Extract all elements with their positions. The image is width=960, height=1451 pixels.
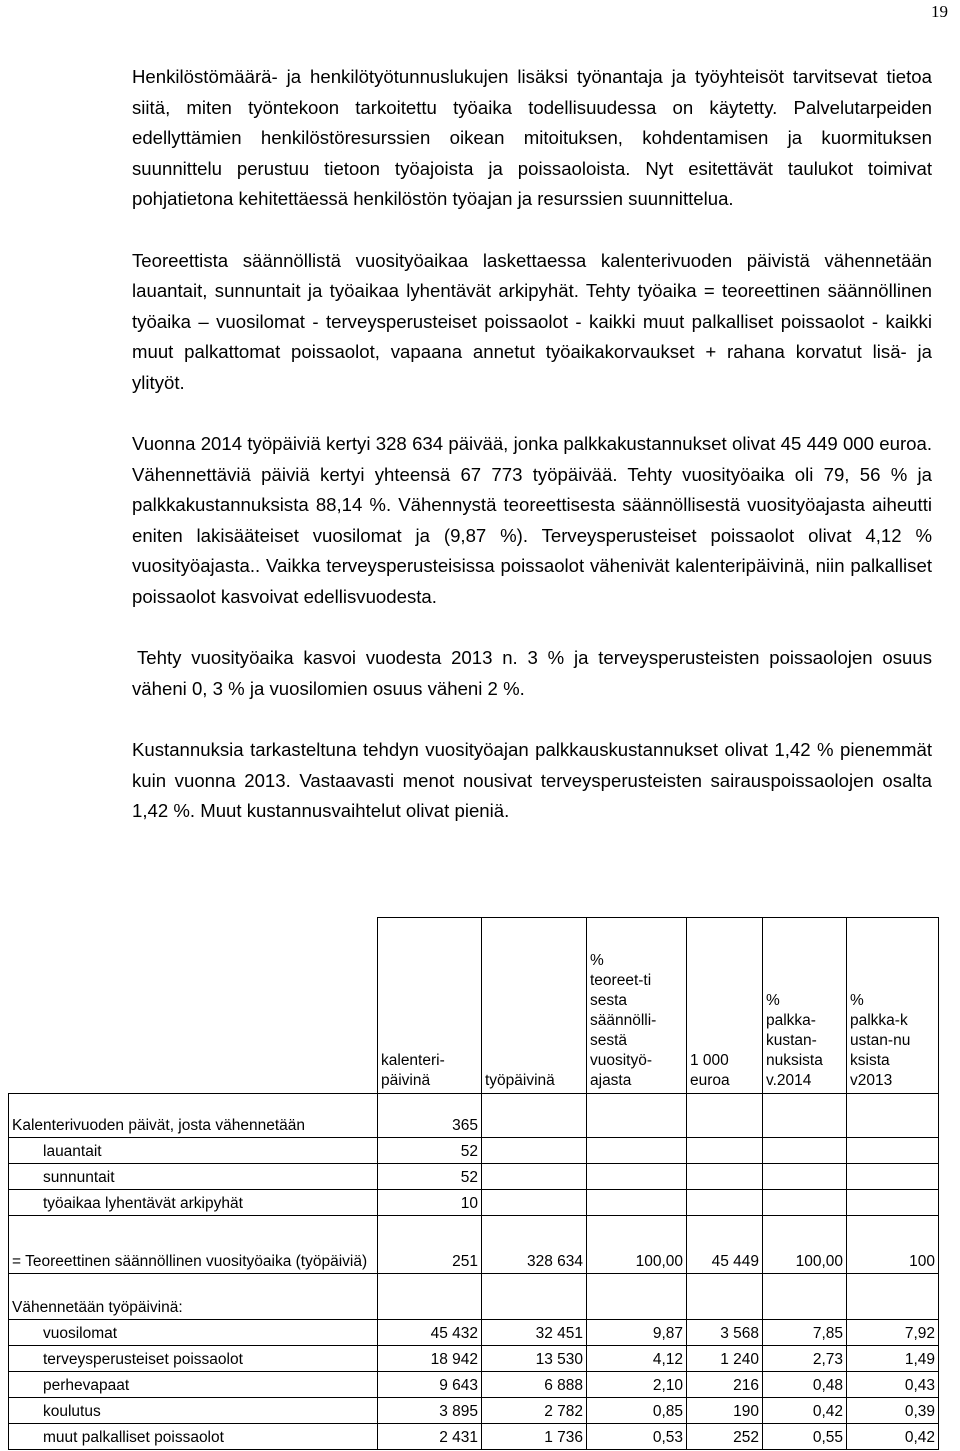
cell-pct-2013: 7,92: [847, 1320, 939, 1346]
paragraph-change: Tehty vuosityöaika kasvoi vuodesta 2013 n. 3 % ja terveysperusteisten poissaolojen osuus väheni 0, 3 % ja vuosilomien osuus väheni 2 %.: [132, 647, 932, 699]
cell-pct-teor: 4,12: [587, 1346, 687, 1372]
worktime-table: [8, 917, 939, 1450]
cell-euroa: 45 449: [687, 1216, 763, 1274]
cell-tyopaivia: 328 634: [482, 1216, 587, 1274]
cell-tyopaivia: 1 736: [482, 1424, 587, 1450]
cell-kalenteri: 45 432: [378, 1320, 482, 1346]
row-label-teoreettinen: = Teoreettinen säännöllinen vuosityöaika (työpäiviä): [9, 1216, 378, 1274]
cell-pct-2013: 0,43: [847, 1372, 939, 1398]
cell-pct-2013: 100: [847, 1216, 939, 1274]
header-pct-2013: % palkka-k ustan-nu ksista v2013: [847, 918, 939, 1094]
empty-cell: [847, 1094, 939, 1138]
empty-cell: [482, 1094, 587, 1138]
table-row: [9, 1320, 939, 1346]
empty-cell: [763, 1190, 847, 1216]
empty-cell: [847, 1190, 939, 1216]
cell-kalenteri: 365: [378, 1094, 482, 1138]
cell-pct-2014: 0,55: [763, 1424, 847, 1450]
empty-cell: [763, 1274, 847, 1320]
row-label: vuosilomat: [9, 1320, 378, 1346]
empty-cell: [847, 1138, 939, 1164]
body-text: [132, 62, 932, 858]
cell-tyopaivia: 13 530: [482, 1346, 587, 1372]
table-row: [9, 1424, 939, 1450]
empty-cell: [687, 1094, 763, 1138]
cell-euroa: 216: [687, 1372, 763, 1398]
table-row: [9, 1346, 939, 1372]
empty-cell: [482, 1274, 587, 1320]
row-label: koulutus: [9, 1398, 378, 1424]
empty-cell: [763, 1138, 847, 1164]
cell-pct-2013: 0,42: [847, 1424, 939, 1450]
paragraph-costs: Kustannuksia tarkasteltuna tehdyn vuosityöajan palkkauskustannukset olivat 1,42 % pienemmät kuin vuonna 2013. Vastaavasti menot nousivat terveysperusteisten sairauspoissaolojen osalta 1,42 %. Muut kustannusvaihtelut olivat pieniä.: [132, 739, 932, 821]
cell-pct-teor: 0,53: [587, 1424, 687, 1450]
empty-cell: [687, 1164, 763, 1190]
cell-pct-2014: 7,85: [763, 1320, 847, 1346]
empty-cell: [482, 1164, 587, 1190]
empty-cell: [687, 1190, 763, 1216]
cell-kalenteri: 10: [378, 1190, 482, 1216]
empty-cell: [482, 1190, 587, 1216]
row-label: lauantait: [9, 1138, 378, 1164]
header-pct-teoreettisesta: % teoreet-ti sesta säännölli- sestä vuosityö- ajasta: [587, 918, 687, 1094]
row-label: sunnuntait: [9, 1164, 378, 1190]
cell-euroa: 1 240: [687, 1346, 763, 1372]
cell-pct-teor: 9,87: [587, 1320, 687, 1346]
paragraph-intro: Henkilöstömäärä- ja henkilötyötunnuslukujen lisäksi työnantaja ja työyhteisöt tarvitsevat tietoa siitä, miten työntekoon tarkoitettu työaika todellisuudessa on käytetty. Palvelutarpeiden edellyttämien henkilöstöresurssien oikean mitoituksen, kohdentamisen ja kuormituksen suunnittelu perustuu tietoon työajoista ja poissaoloista. Nyt esitettävät taulukot toimivat pohjatietona kehitettäessä henkilöstön työajan ja resurssien suunnittelua.: [132, 66, 932, 209]
cell-kalenteri: 52: [378, 1164, 482, 1190]
cell-pct-2014: 100,00: [763, 1216, 847, 1274]
header-empty-cell: [9, 918, 378, 1094]
table-row: [9, 1398, 939, 1424]
empty-cell: [587, 1190, 687, 1216]
empty-cell: [687, 1274, 763, 1320]
empty-cell: [482, 1138, 587, 1164]
table-row: [9, 1094, 939, 1138]
row-label-kalenterivuoden-paivat: Kalenterivuoden päivät, josta vähennetään: [9, 1094, 378, 1138]
cell-tyopaivia: 2 782: [482, 1398, 587, 1424]
table-row: [9, 1138, 939, 1164]
cell-euroa: 252: [687, 1424, 763, 1450]
page-number: 19: [931, 2, 948, 21]
table-row: [9, 1274, 939, 1320]
empty-cell: [587, 1274, 687, 1320]
cell-tyopaivia: 6 888: [482, 1372, 587, 1398]
empty-cell: [587, 1164, 687, 1190]
paragraph-2014-summary: Vuonna 2014 työpäiviä kertyi 328 634 päivää, jonka palkkakustannukset olivat 45 449 000 euroa. Vähennettäviä päiviä kertyi yhteensä 67 773 työpäivää. Tehty vuosityöaika oli 79, 56 % ja palkkakustannuksista 88,14 %. Vähennystä teoreettisesta säännöllisestä vuosityöajasta aiheutti eniten lakisääteiset vuosilomat ja (9,87 %). Terveysperusteiset poissaolot olivat 4,12 % vuosityöajasta.. Vaikka terveysperusteisissa poissaolot vähenivät kalenteripäivinä, niin palkalliset poissaolot kasvoivat edellisvuodesta.: [132, 433, 932, 607]
header-kalenteripaivina: kalenteri- päivinä: [378, 918, 482, 1094]
cell-kalenteri: 3 895: [378, 1398, 482, 1424]
empty-cell: [763, 1164, 847, 1190]
header-1000-euroa: 1 000 euroa: [687, 918, 763, 1094]
table-row: [9, 1164, 939, 1190]
empty-cell: [587, 1138, 687, 1164]
empty-cell: [763, 1094, 847, 1138]
row-label: muut palkalliset poissaolot: [9, 1424, 378, 1450]
cell-pct-2014: 0,48: [763, 1372, 847, 1398]
cell-pct-teor: 2,10: [587, 1372, 687, 1398]
table-row-theoretical: [9, 1216, 939, 1274]
table-header-row: [9, 918, 939, 1094]
empty-cell: [847, 1164, 939, 1190]
cell-pct-teor: 100,00: [587, 1216, 687, 1274]
cell-kalenteri: 2 431: [378, 1424, 482, 1450]
empty-cell: [587, 1094, 687, 1138]
empty-cell: [847, 1274, 939, 1320]
cell-pct-teor: 0,85: [587, 1398, 687, 1424]
cell-pct-2013: 0,39: [847, 1398, 939, 1424]
cell-euroa: 3 568: [687, 1320, 763, 1346]
row-label: perhevapaat: [9, 1372, 378, 1398]
cell-pct-2014: 0,42: [763, 1398, 847, 1424]
empty-cell: [378, 1274, 482, 1320]
cell-pct-2014: 2,73: [763, 1346, 847, 1372]
cell-pct-2013: 1,49: [847, 1346, 939, 1372]
cell-euroa: 190: [687, 1398, 763, 1424]
table-row: [9, 1190, 939, 1216]
header-tyopaivina: työpäivinä: [482, 918, 587, 1094]
empty-cell: [687, 1138, 763, 1164]
cell-tyopaivia: 32 451: [482, 1320, 587, 1346]
row-label-vahennetaan: Vähennetään työpäivinä:: [9, 1274, 378, 1320]
table-row: [9, 1372, 939, 1398]
cell-kalenteri: 52: [378, 1138, 482, 1164]
cell-kalenteri: 9 643: [378, 1372, 482, 1398]
cell-kalenteri: 251: [378, 1216, 482, 1274]
cell-kalenteri: 18 942: [378, 1346, 482, 1372]
paragraph-theoretical-worktime: Teoreettista säännöllistä vuosityöaikaa laskettaessa kalenterivuoden päivistä vähennetään lauantait, sunnuntait ja työaikaa lyhentävät arkipyhät. Tehty työaika = teoreettinen säännöllinen työaika – vuosilomat - terveysperusteiset poissaolot - kaikki muut palkalliset poissaolot - kaikki muut palkattomat poissaolot, vapaana annetut työaikakorvaukset + rahana korvatut lisä- ja ylityöt.: [132, 249, 932, 393]
row-label: työaikaa lyhentävät arkipyhät: [9, 1190, 378, 1216]
header-pct-2014: % palkka- kustan- nuksista v.2014: [763, 918, 847, 1094]
row-label: terveysperusteiset poissaolot: [9, 1346, 378, 1372]
